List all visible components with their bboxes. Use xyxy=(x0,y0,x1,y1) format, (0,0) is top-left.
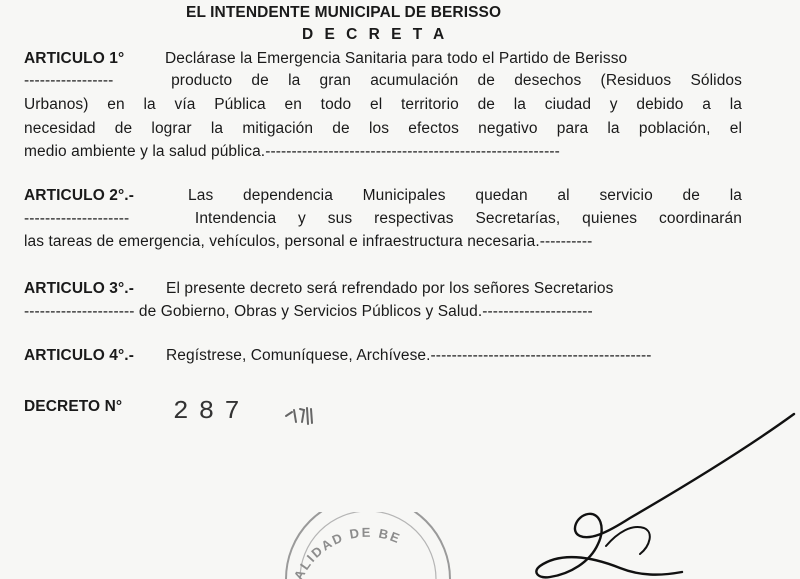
signature xyxy=(510,406,800,579)
article-1-line-3: Urbanos) en la vía Pública en todo el territorio de la ciudad y debido a la xyxy=(24,96,742,113)
article-3-line-1: El presente decreto será refrendado por los señores Secretarios xyxy=(166,280,614,297)
article-4-label: ARTICULO 4°.- xyxy=(24,347,134,364)
article-4-line-1: Regístrese, Comuníquese, Archívese.------------------------------------------ xyxy=(166,347,652,364)
decree-number-label: DECRETO N° xyxy=(24,398,123,415)
article-2-line-3: las tareas de emergencia, vehículos, personal e infraestructura necesaria.---------- xyxy=(24,233,593,250)
article-2-line-2: -------------------- Intendencia y sus respectivas Secretarías, quienes coordinarán xyxy=(24,210,742,227)
article-2-label: ARTICULO 2°.- xyxy=(24,187,134,204)
document-subtitle: D E C R E T A xyxy=(302,26,448,43)
article-3-line-2: --------------------- de Gobierno, Obras y Servicios Públicos y Salud.--------------------- xyxy=(24,303,593,320)
handwritten-scribble xyxy=(282,404,316,426)
decree-number: 287 xyxy=(173,396,250,426)
article-2-line-1: Las dependencia Municipales quedan al servicio de la xyxy=(188,187,742,204)
article-1-line-2: ----------------- producto de la gran acumulación de desechos (Residuos Sólidos xyxy=(24,72,742,89)
article-1-line-1: Declárase la Emergencia Sanitaria para todo el Partido de Berisso xyxy=(165,50,628,67)
document-title: EL INTENDENTE MUNICIPAL DE BERISSO xyxy=(186,4,502,21)
article-1-line-4: necesidad de lograr la mitigación de los efectos negativo para la población, el xyxy=(24,120,742,137)
article-1-line-5: medio ambiente y la salud pública.-------------------------------------------------------- xyxy=(24,143,560,160)
article-3-label: ARTICULO 3°.- xyxy=(24,280,134,297)
stamp-text: ALIDAD DE BE xyxy=(290,524,404,579)
article-1-label: ARTICULO 1° xyxy=(24,50,125,67)
municipal-stamp xyxy=(268,512,468,579)
